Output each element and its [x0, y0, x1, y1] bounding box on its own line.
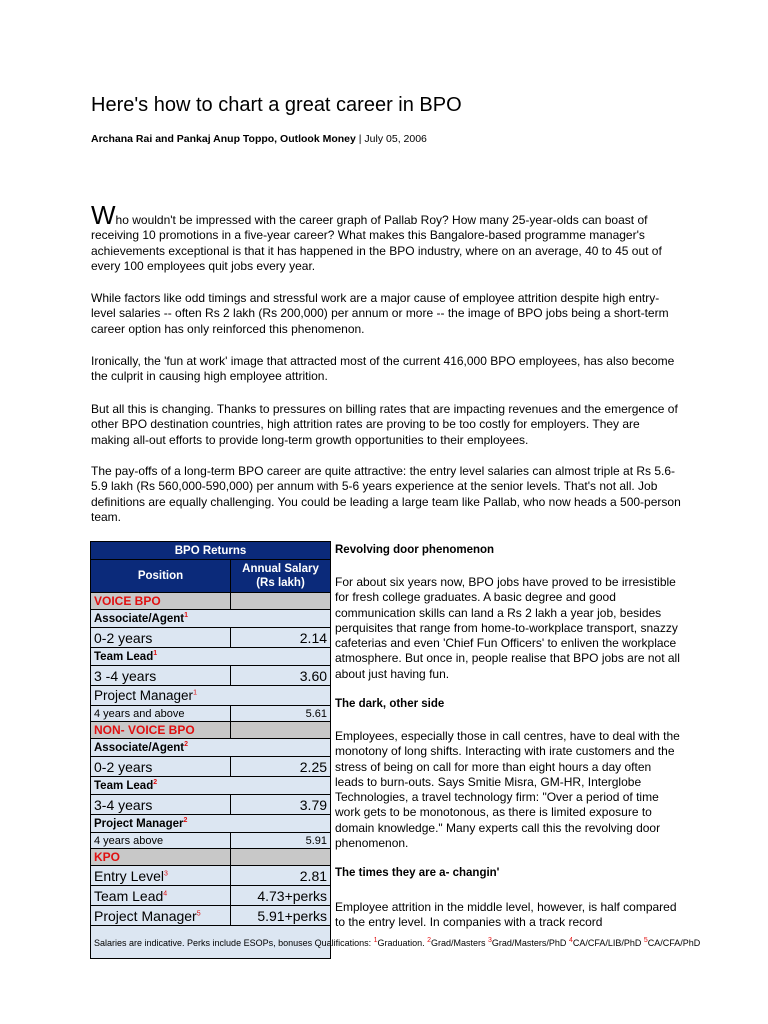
paragraph-5: The pay-offs of a long-term BPO career are quite attractive: the entry level salaries can almost triple at Rs 5.6-5.9 lakh (Rs 560,000-590,000) per annum with 5-6 years experience at the senior levels. That's not all. Job definitions are equally challenging. You could be leading a large team like Pallab, who now heads a 500-person team. [91, 464, 681, 524]
paragraph-2: While factors like odd timings and stressful work are a major cause of employee attrition despite high entry-level salaries -- often Rs 2 lakh (Rs 200,000) per annum or more -- the image of BPO jobs being a short-term career option has only reinforced this phenomenon. [91, 291, 669, 336]
category-row: Project Manager$^1$ [91, 686, 331, 706]
category-row: Associate/Agent$^2$ [91, 739, 331, 757]
table-row: Entry Level$^3$ 2.81 [91, 866, 331, 886]
side-paragraph-1: For about six years now, BPO jobs have proved to be irresistible for fresh college graduates. A basic degree and good communication skills can land a Rs 2 lakh a year job, besides perquisites that range from home-to-workplace transport, snazzy cafeterias and even 'Chief Fun Officers' to enliven the workplace atmosphere. But once in, people realise that BPO jobs are not all about just having fun. [335, 575, 680, 681]
section-non-voice-bpo: NON- VOICE BPO [91, 722, 231, 739]
table-footnote: Salaries are indicative. Perks include ESOPs, bonuses Qualifications: $^1$Graduation. $^2$Grad/Masters $^3$Grad/Masters/PhD $^4$CA/CFA/LIB/PhD $^5$CA/CFA/PhD [91, 926, 331, 959]
byline-authors: Archana Rai and Pankaj Anup Toppo, Outlook Money [91, 133, 356, 145]
section-kpo: KPO [91, 849, 231, 866]
byline-date: July 05, 2006 [364, 133, 427, 145]
table-row: 4 years above 5.91 [91, 833, 331, 849]
byline-separator: | [355, 133, 365, 145]
category-row: Team Lead$^2$ [91, 777, 331, 795]
paragraph-3: Ironically, the 'fun at work' image that attracted most of the current 416,000 BPO employees, has also become the culprit in causing high employee attrition. [91, 354, 675, 384]
col-header-salary: Annual Salary (Rs lakh) [231, 560, 331, 593]
byline [91, 133, 427, 145]
col-header-position: Position [91, 560, 231, 593]
subheading-revolving-door: Revolving door phenomenon [335, 544, 495, 556]
category-row: Associate/Agent$^1$ [91, 610, 331, 628]
paragraph-4: But all this is changing. Thanks to pressures on billing rates that are impacting revenues and the emergence of other BPO destination countries, high attrition rates are proving to be too costly for employers. They are making all-out efforts to provide long-term growth opportunities to their employees. [91, 402, 678, 447]
category-row: Project Manager$^2$ [91, 815, 331, 833]
table-row: Team Lead$^4$ 4.73+perks [91, 886, 331, 906]
table-row: Project Manager$^5$ 5.91+perks [91, 906, 331, 926]
category-row: Team Lead$^1$ [91, 648, 331, 666]
paragraph-1 [91, 200, 681, 274]
paragraph-1-text: ho wouldn't be impressed with the career graph of Pallab Roy? How many 25-year-olds can boast of receiving 10 promotions in a five-year career? What makes this Bangalore-based programme manager's achievements exceptional is that it has happened in the BPO industry, where on an average, 40 to 45 out of every 100 employees quit jobs every year. [91, 213, 662, 273]
drop-cap: W [91, 200, 116, 230]
side-paragraph-3: Employee attrition in the middle level, however, is half compared to the entry level. In companies with a track record [335, 900, 677, 930]
subheading-dark-side: The dark, other side [335, 698, 445, 710]
table-title: BPO Returns [91, 542, 331, 560]
subheading-times-changin: The times they are a- changin' [335, 867, 500, 879]
table-row: 0-2 years 2.25 [91, 757, 331, 777]
table-row: 3 -4 years 3.60 [91, 666, 331, 686]
table-row: 3-4 years 3.79 [91, 795, 331, 815]
article-title: Here's how to chart a great career in BPO [91, 94, 462, 116]
table-row: 0-2 years 2.14 [91, 628, 331, 648]
table-row: 4 years and above 5.61 [91, 706, 331, 722]
section-voice-bpo: VOICE BPO [91, 593, 231, 610]
side-paragraph-2: Employees, especially those in call centres, have to deal with the monotony of long shifts. Interacting with irate customers and the stress of being on call for more than eight hours a day often leads to burn-outs. Says Smitie Misra, GM-HR, Interglobe Technologies, a travel technology firm: "Over a period of time work gets to be monotonous, as there is limited exposure to domain knowledge." Many experts call this the revolving door phenomenon. [335, 729, 680, 851]
